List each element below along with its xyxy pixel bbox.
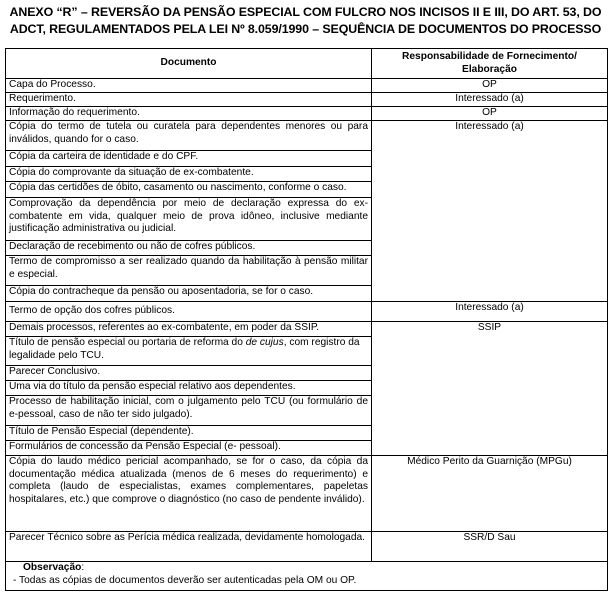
responsibility-cell: OP: [372, 107, 608, 121]
table-row: [6, 121, 608, 151]
document-cell: Cópia do termo de tutela ou curatela para dependentes menores ou para inválidos, quando for o caso.: [6, 121, 372, 151]
responsibility-cell: OP: [372, 79, 608, 93]
responsibility-cell: SSIP: [372, 322, 608, 456]
table-row: [6, 532, 608, 562]
document-cell: Cópia do contracheque da pensão ou aposentadoria, se for o caso.: [6, 286, 372, 302]
document-cell: Processo de habilitação inicial, com o julgamento pelo TCU (ou formulário de e-pessoal, caso de não ter sido julgado).: [6, 396, 372, 426]
observation-text: - Todas as cópias de documentos deverão ser autenticadas pela OM ou OP.: [13, 574, 357, 586]
title-line-2: ADCT, REGULAMENTADOS PELA LEI Nº 8.059/1990 – SEQUÊNCIA DE DOCUMENTOS DO PROCESSO: [9, 22, 602, 36]
observation-title: Observação:: [23, 562, 85, 573]
document-cell: Comprovação da dependência por meio de declaração expressa do ex-combatente em vida, qualquer meio de prova idôneo, inclusive mediante justificação administrativa ou judicial.: [6, 198, 372, 241]
document-cell: Uma via do título da pensão especial relativo aos dependentes.: [6, 381, 372, 396]
responsibility-cell: SSR/D Sau: [372, 532, 608, 562]
header-document: Documento: [6, 49, 372, 79]
observation-cell: [6, 562, 608, 591]
page-title: [0, 0, 611, 50]
table-row: [6, 322, 608, 337]
document-cell: Cópia da carteira de identidade e do CPF.: [6, 151, 372, 167]
document-cell: Termo de compromisso a ser realizado quando da habilitação à pensão militar e especial.: [6, 256, 372, 286]
document-cell: Parecer Técnico sobre as Perícia médica realizada, devidamente homologada.: [6, 532, 372, 562]
title-line-1: ANEXO “R” – REVERSÃO DA PENSÃO ESPECIAL COM FULCRO NOS INCISOS II E III, DO ART. 53, DO: [9, 5, 602, 19]
documents-table: [5, 48, 608, 591]
table-header-row: [6, 49, 608, 79]
document-cell: Cópia do comprovante da situação de ex-combatente.: [6, 167, 372, 182]
document-cell: Capa do Processo.: [6, 79, 372, 93]
table-row: [6, 107, 608, 121]
document-cell: Demais processos, referentes ao ex-combatente, em poder da SSIP.: [6, 322, 372, 337]
document-cell: Termo de opção dos cofres públicos.: [6, 302, 372, 322]
document-cell: Declaração de recebimento ou não de cofres públicos.: [6, 241, 372, 256]
responsibility-cell: Interessado (a): [372, 93, 608, 107]
responsibility-cell: Interessado (a): [372, 121, 608, 302]
document-cell: Parecer Conclusivo.: [6, 366, 372, 381]
observation-row: [6, 562, 608, 591]
document-cell: Formulários de concessão da Pensão Especial (e- pessoal).: [6, 441, 372, 456]
document-cell: Título de Pensão Especial (dependente).: [6, 426, 372, 441]
responsibility-cell: Médico Perito da Guarnição (MPGu): [372, 456, 608, 532]
document-cell: Informação do requerimento.: [6, 107, 372, 121]
responsibility-cell: Interessado (a): [372, 302, 608, 322]
table-row: [6, 302, 608, 322]
table-row: [6, 93, 608, 107]
table-row: [6, 456, 608, 532]
document-cell: Cópia das certidões de óbito, casamento ou nascimento, conforme o caso.: [6, 182, 372, 198]
table-row: [6, 79, 608, 93]
document-cell: Cópia do laudo médico pericial acompanhado, se for o caso, da cópia da documentação médica atualizada (menos de 6 meses do requerimento) e completa (laudo de especialistas, exames complementares, papeletas hospitalares, etc.) que comprove o diagnóstico (no caso de pendente inválido).: [6, 456, 372, 532]
document-cell: Requerimento.: [6, 93, 372, 107]
header-responsibility: Responsabilidade de Fornecimento/ Elaboração: [372, 49, 608, 79]
document-cell: Título de pensão especial ou portaria de reforma do de cujus, com registro da legalidade pelo TCU.: [6, 337, 372, 366]
